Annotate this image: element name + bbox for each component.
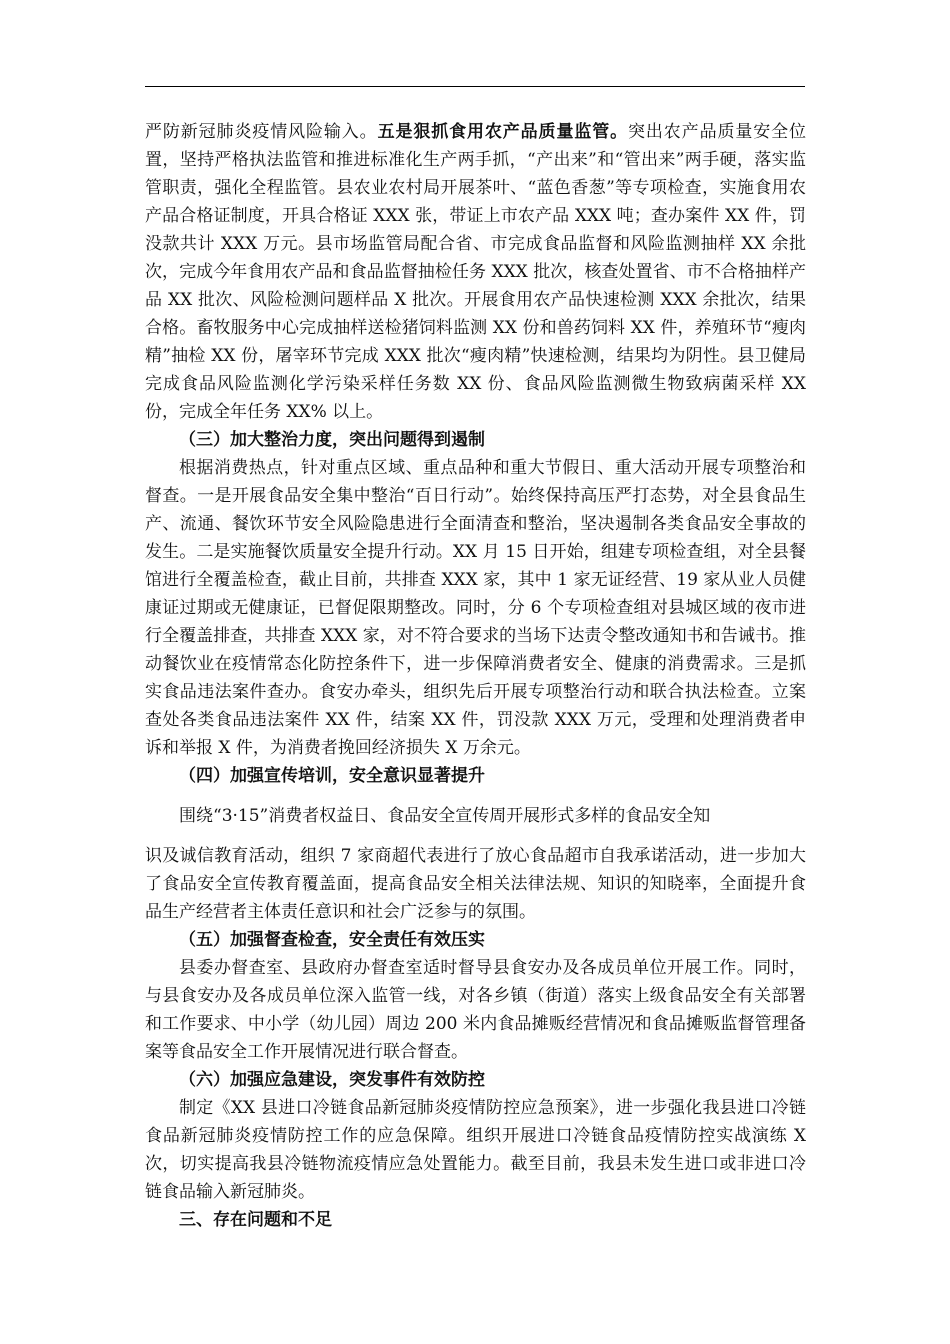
paragraph-supervision: 县委办督查室、县政府办督查室适时督导县食安办及各成员单位开展工作。同时，与县食安办及各成员单位深入监管一线，对各乡镇（街道）落实上级食品安全有关部署和工作要求、中小学（幼儿园）周边 200 米内食品摊贩经营情况和食品摊贩监督管理备案等食品安全工作开展情况进行联合督查。 (145, 958, 806, 1062)
paragraph-rectification: 根据消费热点，针对重点区域、重点品种和重大节假日、重大活动开展专项整治和督查。一是开展食品安全集中整治“百日行动”。始终保持高压严打态势，对全县食品生产、流通、餐饮环节安全风险隐患进行全面清查和整治，坚决遏制各类食品安全事故的发生。二是实施餐饮质量安全提升行动。XX 月 15 日开始，组建专项检查组，对全县餐馆进行全覆盖检查，截止目前，共排查 XXX 家，其中 1 家无证经营、19 家从业人员健康证过期或无健康证，已督促限期整改。同时，分 6 个专项检查组对县城区域的夜市进行全覆盖排查，共排查 XXX 家，对不符合要求的当场下达责令整改通知书和告诫书。推动餐饮业在疫情常态化防控条件下，进一步保障消费者安全、健康的消费需求。三是抓实食品违法案件查办。食安办牵头，组织先后开展专项整治行动和联合执法检查。立案查处各类食品违法案件 XX 件，结案 XX 件，罚没款 XXX 万元，受理和处理消费者申诉和举报 X 件，为消费者挽回经济损失 X 万余元。 (145, 458, 806, 758)
paragraph-emergency: 制定《XX 县进口冷链食品新冠肺炎疫情防控应急预案》，进一步强化我县进口冷链食品新冠肺炎疫情防控工作的应急保障。组织开展进口冷链食品疫情防控实战演练 X 次，切实提高我县冷链物流疫情应急处置能力。截至目前，我县未发生进口或非进口冷链食品输入新冠肺炎。 (145, 1098, 806, 1202)
document-body (145, 118, 806, 1234)
header-rule (145, 86, 805, 87)
heading-section-5: （五）加强督查检查，安全责任有效压实 (179, 930, 485, 950)
paragraph-food-quality (145, 118, 806, 426)
paragraph-rest: 突出农产品质量安全位置，坚持严格执法监管和推进标准化生产两手抓，“产出来”和“管出来”两手硬，落实监管职责，强化全程监管。县农业农村局开展茶叶、“蓝色香葱”等专项检查，实施食用农产品合格证制度，开具合格证 XXX 张，带证上市农产品 XXX 吨；查办案件 XX 件，罚没款共计 XXX 万元。县市场监管局配合省、市完成食品监督和风险监测抽样 XX 余批次，完成今年食用农产品和食品监督抽检任务 XXX 批次，核查处置省、市不合格抽样产品 XX 批次、风险检测问题样品 X 批次。开展食用农产品快速检测 XXX 余批次，结果合格。畜牧服务中心完成抽样送检猪饲料监测 XX 份和兽药饲料 XX 件，养殖环节“瘦肉精”抽检 XX 份，屠宰环节完成 XXX 批次“瘦肉精”快速检测，结果均为阴性。县卫健局完成食品风险监测化学污染采样任务数 XX 份、食品风险监测微生物致病菌采样 XX 份，完成全年任务 XX% 以上。 (145, 122, 807, 422)
bold-phrase: 五是狠抓食用农产品质量监管。 (377, 122, 629, 142)
paragraph-publicity-start: 围绕“3·15”消费者权益日、食品安全宣传周开展形式多样的食品安全知 (179, 806, 711, 826)
paragraph-lead: 严防新冠肺炎疫情风险输入。 (145, 122, 378, 142)
heading-section-4: （四）加强宣传培训，安全意识显著提升 (179, 766, 485, 786)
heading-problems: 三、存在问题和不足 (179, 1210, 332, 1230)
heading-section-3: （三）加大整治力度，突出问题得到遏制 (179, 430, 485, 450)
heading-section-6: （六）加强应急建设，突发事件有效防控 (179, 1070, 485, 1090)
paragraph-publicity-cont: 识及诚信教育活动，组织 7 家商超代表进行了放心食品超市自我承诺活动，进一步加大了食品安全宣传教育覆盖面，提高食品安全相关法律法规、知识的知晓率，全面提升食品生产经营者主体责任意识和社会广泛参与的氛围。 (145, 846, 806, 922)
